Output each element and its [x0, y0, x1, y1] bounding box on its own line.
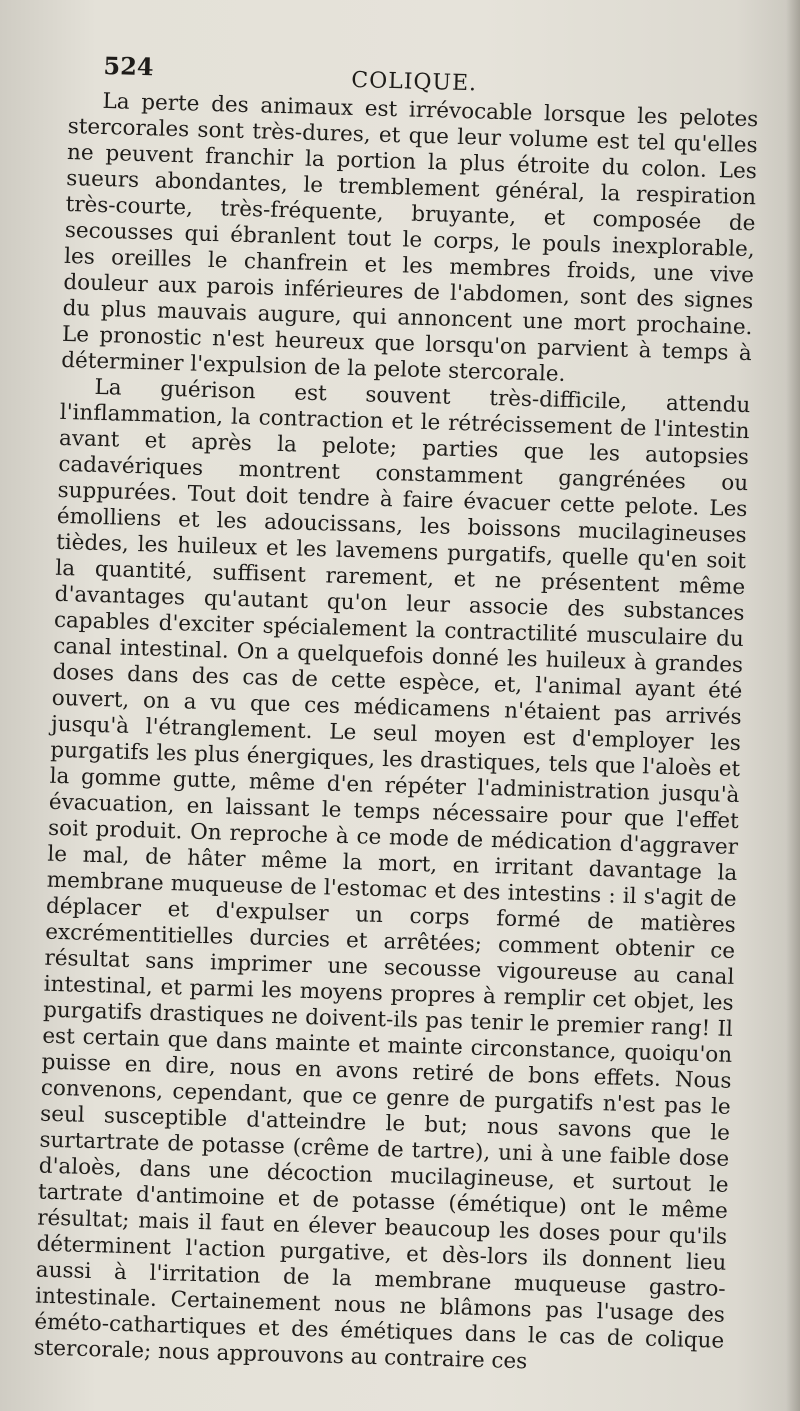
paragraph-treatment: La guérison est souvent très-difficile, attendu l'inflammation, la contraction et le rétrécissement de l'intestin avant et après la pelote; parties que les autopsies cadavériques montrent constamment gangrénées ou suppurées. Tout doit tendre à faire évacuer cette pelote. Les émolliens et les adoucissans, les boissons mucilagineuses tièdes, les huileux et les lavemens purgatifs, quelle qu'en soit la quantité, suffisent rarement, et ne présentent même d'avantages qu'autant qu'on leur associe des substances capables d'exciter spécialement la contractilité musculaire du canal intestinal. On a quelquefois donné les huileux à grandes doses dans des cas de cette espèce, et, l'animal ayant été ouvert, on a vu que ces médicamens n'étaient pas arrivés jusqu'à l'étranglement. Le seul moyen est d'employer les purgatifs les plus énergiques, les drastiques, tels que l'aloès et la gomme gutte, même d'en répéter l'administration jusqu'à évacuation, en laissant le temps nécessaire pour que l'effet soit produit. On reproche à ce mode de médication d'aggraver le mal, de hâter même la mort, en irritant davantage la membrane muqueuse de l'estomac et des intestins : il s'agit de déplacer et d'expulser un corps formé de matières excrémentitielles durcies et arrêtées; comment obtenir ce résultat sans imprimer une secousse vigoureuse au canal intestinal, et parmi les moyens propres à remplir cet objet, les purgatifs drastiques ne doivent-ils pas tenir le premier rang! Il est certain que dans mainte et mainte circonstance, quoiqu'on puisse en dire, nous en avons retiré de bons effets. Nous convenons, cependant, que ce genre de purgatifs n'est pas le seul susceptible d'atteindre le but; nous savons que le surtartrate de potasse (crême de tartre), uni à une faible dose d'aloès, dans une décoction mucilagineuse, et surtout le tartrate d'antimoine et de potasse (émétique) ont le même résultat; mais il faut en élever beaucoup les doses pour qu'ils déterminent l'action purgative, et dès-lors ils donnent lieu aussi à l'irritation de la membrane muqueuse gastro-intestinale. Certainement nous ne blâmons pas l'usage des éméto-cathartiques et des émétiques dans le cas de colique stercorale; nous approuvons au contraire ces [33, 374, 751, 1375]
body-text [33, 88, 758, 1381]
page-number: 524 [103, 50, 155, 82]
page-edge-shadow [786, 0, 800, 1411]
paragraph-prognosis: La perte des animaux est irrévocable lorsque les pelotes stercorales sont très-dures, et que leur volume est tel qu'elles ne peuvent franchir la portion la plus étroite du colon. Les sueurs abondantes, le tremblement général, la respiration très-courte, très-fréquente, bruyante, et composée de secousses qui ébranlent tout le corps, le pouls inexplorable, les oreilles le chanfrein et les membres froids, une vive douleur aux parois inférieures de l'abdomen, sont des signes du plus mauvais augure, qui annoncent une mort prochaine. Le pronostic n'est heureux que lorsqu'on parvient à temps à déterminer l'expulsion de la pelote stercorale. [60, 88, 759, 387]
printed-text-block [33, 48, 759, 1381]
running-head: COLIQUE. [350, 67, 478, 97]
